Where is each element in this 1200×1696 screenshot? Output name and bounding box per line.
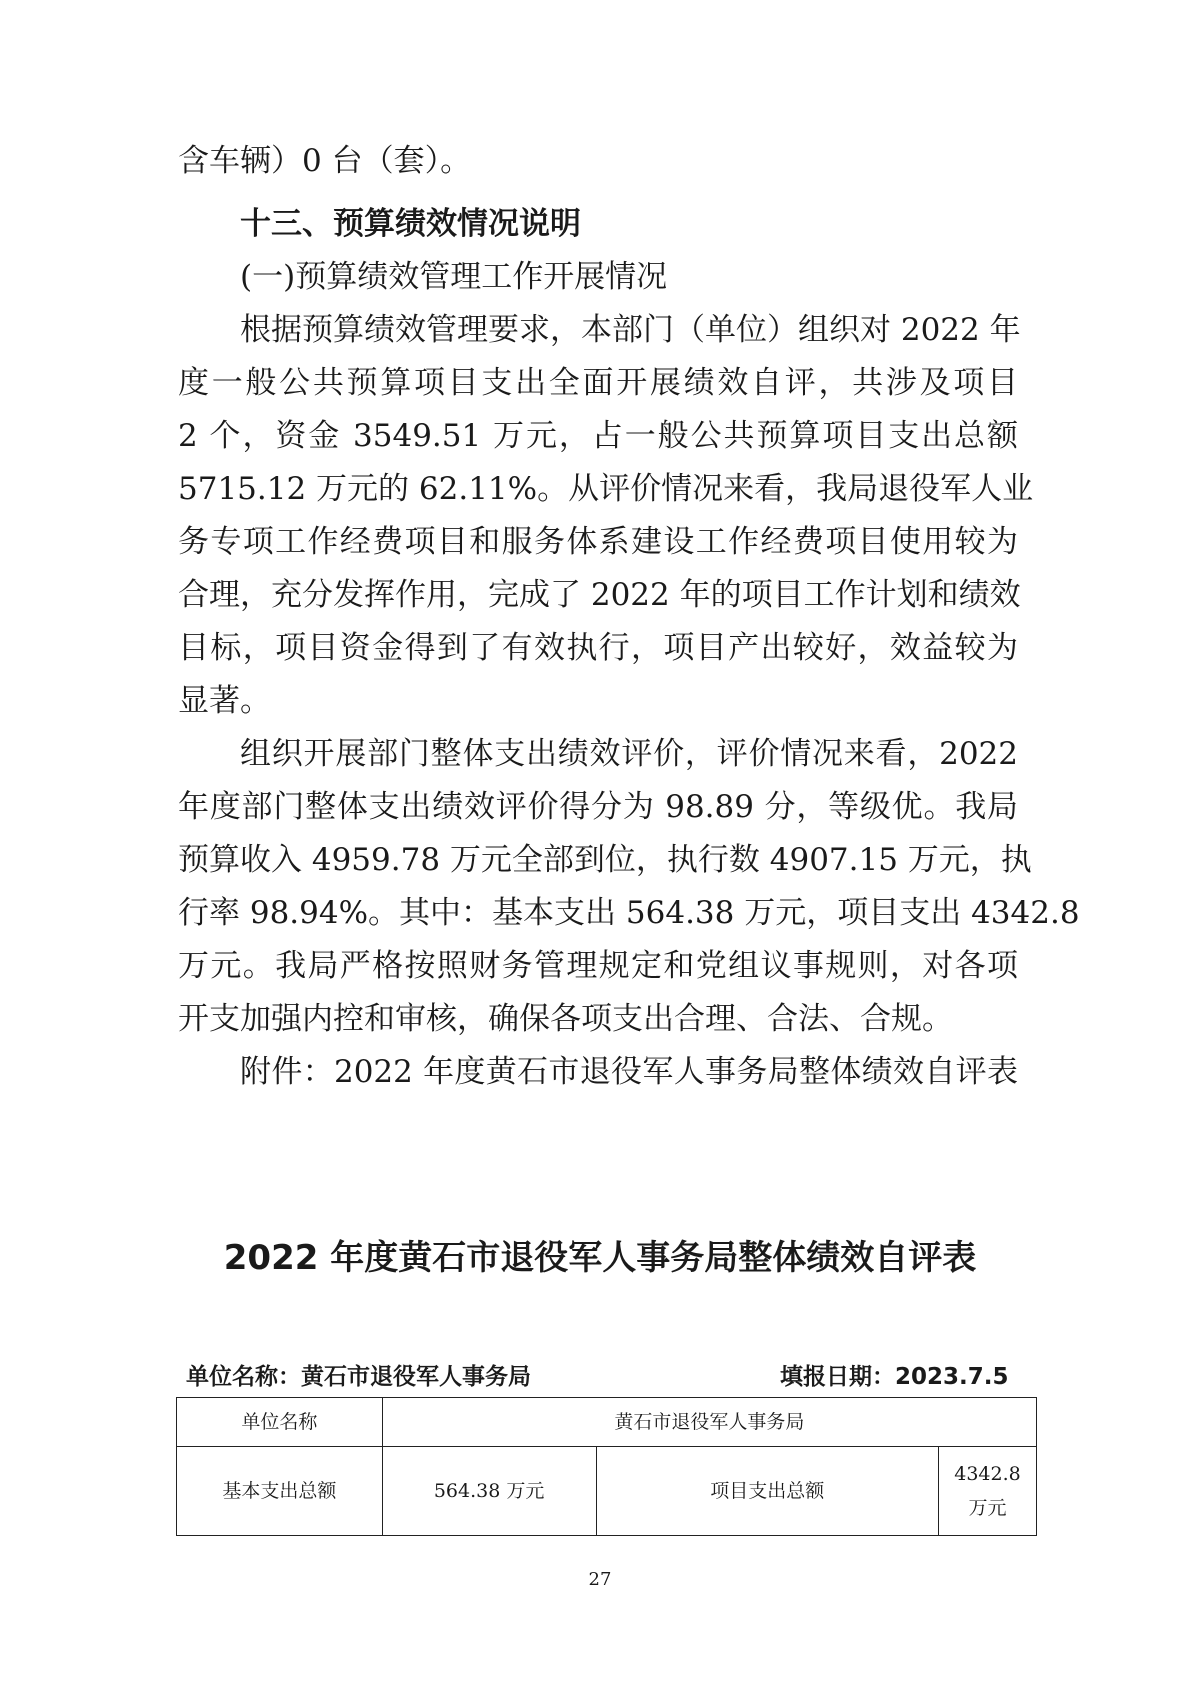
paragraph-1-line-2: 度一般公共预算项目支出全面开展绩效自评，共涉及项目 xyxy=(178,365,1018,401)
project-total-value-cell xyxy=(939,1447,1037,1536)
project-total-label-cell: 项目支出总额 xyxy=(596,1447,939,1536)
page-number: 27 xyxy=(588,1569,612,1590)
project-total-value-number: 4342.8 xyxy=(954,1463,1021,1485)
basic-total-value-cell: 564.38 万元 xyxy=(382,1447,596,1536)
fill-date-label: 填报日期：2023.7.5 xyxy=(780,1364,1009,1390)
section-heading: 十三、预算绩效情况说明 xyxy=(240,206,581,242)
form-title: 2022 年度黄石市退役军人事务局整体绩效自评表 xyxy=(223,1238,977,1278)
paragraph-1-line-7: 目标，项目资金得到了有效执行，项目产出较好，效益较为 xyxy=(178,630,1018,666)
body-line-1: 含车辆）0 台（套）。 xyxy=(178,143,472,179)
paragraph-2-line-2: 年度部门整体支出绩效评价得分为 98.89 分，等级优。我局 xyxy=(178,789,1018,825)
paragraph-1-line-1: 根据预算绩效管理要求，本部门（单位）组织对 2022 年 xyxy=(240,312,1021,348)
project-total-value-unit: 万元 xyxy=(968,1497,1007,1519)
paragraph-2-line-6: 开支加强内控和审核，确保各项支出合理、合法、合规。 xyxy=(178,1001,953,1037)
paragraph-2-line-5: 万元。我局严格按照财务管理规定和党组议事规则，对各项 xyxy=(178,948,1018,984)
unit-name-value-cell: 黄石市退役军人事务局 xyxy=(382,1398,1036,1447)
paragraph-1-line-6: 合理，充分发挥作用，完成了 2022 年的项目工作计划和绩效 xyxy=(178,577,1021,613)
basic-total-label-cell: 基本支出总额 xyxy=(177,1447,383,1536)
attachment-line: 附件：2022 年度黄石市退役军人事务局整体绩效自评表 xyxy=(240,1054,1018,1090)
unit-name-header-cell: 单位名称 xyxy=(177,1398,383,1447)
table-row xyxy=(177,1398,1037,1447)
paragraph-2-line-1: 组织开展部门整体支出绩效评价，评价情况来看，2022 xyxy=(240,736,1018,772)
paragraph-1-line-5: 务专项工作经费项目和服务体系建设工作经费项目使用较为 xyxy=(178,524,1018,560)
unit-name-label: 单位名称：黄石市退役军人事务局 xyxy=(186,1364,531,1390)
paragraph-1-line-3: 2 个，资金 3549.51 万元，占一般公共预算项目支出总额 xyxy=(178,418,1018,454)
paragraph-2-line-3: 预算收入 4959.78 万元全部到位，执行数 4907.15 万元，执 xyxy=(178,842,1032,878)
subsection-heading: (一)预算绩效管理工作开展情况 xyxy=(240,259,668,295)
paragraph-1-line-4: 5715.12 万元的 62.11%。从评价情况来看，我局退役军人业 xyxy=(178,471,1034,507)
paragraph-2-line-4: 行率 98.94%。其中：基本支出 564.38 万元，项目支出 4342.8 xyxy=(178,895,1080,931)
paragraph-1-line-8: 显著。 xyxy=(178,683,271,719)
table-row xyxy=(177,1447,1037,1536)
evaluation-table xyxy=(176,1397,1037,1536)
